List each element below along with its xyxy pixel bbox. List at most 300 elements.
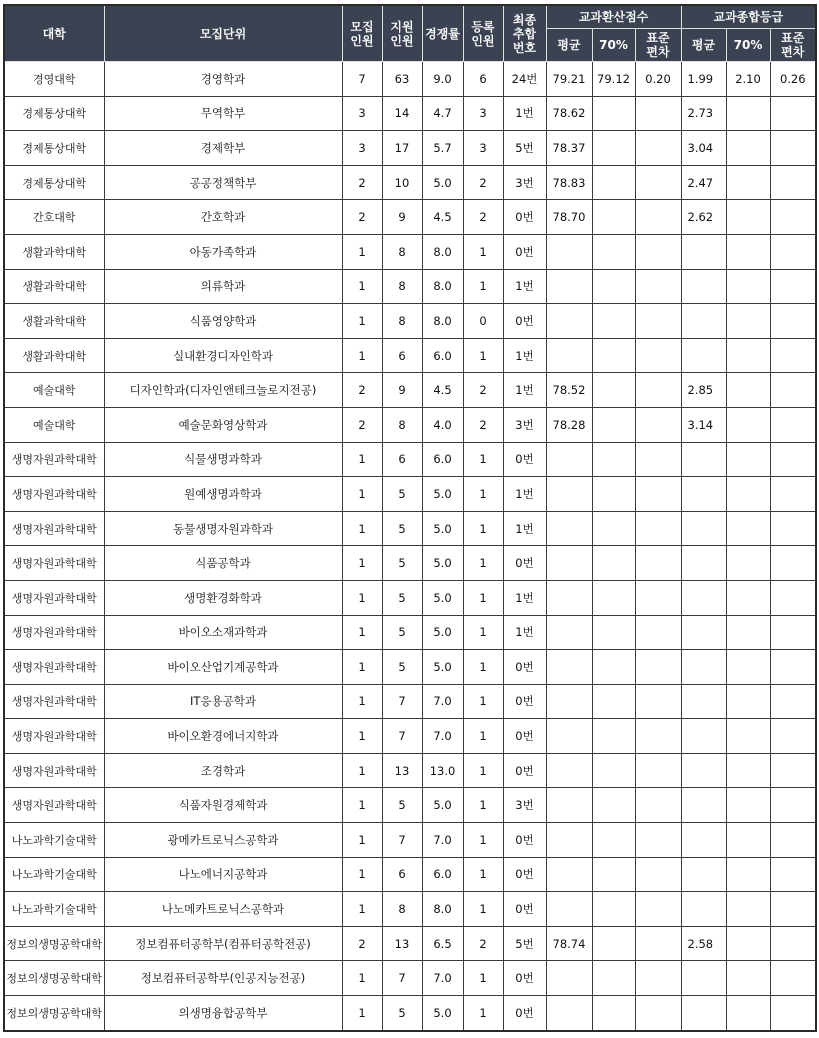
cell-grade-stdev	[770, 823, 816, 858]
cell-applicants: 7	[382, 823, 422, 858]
header-enrolled: 등록 인원	[463, 5, 503, 62]
cell-applicants: 5	[382, 546, 422, 581]
cell-enrolled: 1	[463, 857, 503, 892]
cell-unit: 실내환경디자인학과	[104, 338, 342, 373]
cell-grade-stdev	[770, 407, 816, 442]
cell-grade-stdev	[770, 857, 816, 892]
cell-subject-avg	[546, 719, 592, 754]
cell-college: 생명자원과학대학	[4, 650, 104, 685]
cell-enrolled: 3	[463, 96, 503, 131]
cell-subject-avg: 78.74	[546, 926, 592, 961]
cell-grade-avg	[681, 650, 726, 685]
cell-quota: 1	[342, 234, 382, 269]
header-subject-stdev: 표준 편차	[635, 29, 681, 62]
cell-last-number: 1번	[503, 511, 546, 546]
cell-enrolled: 1	[463, 788, 503, 823]
cell-college: 나노과학기술대학	[4, 857, 104, 892]
table-row	[4, 477, 816, 512]
cell-grade-stdev	[770, 580, 816, 615]
cell-quota: 7	[342, 62, 382, 97]
cell-grade-70	[726, 580, 770, 615]
cell-college: 생명자원과학대학	[4, 684, 104, 719]
cell-subject-70	[592, 338, 635, 373]
cell-ratio: 6.5	[422, 926, 463, 961]
cell-college: 생활과학대학	[4, 234, 104, 269]
cell-grade-avg: 2.47	[681, 165, 726, 200]
cell-grade-70	[726, 961, 770, 996]
table-row	[4, 269, 816, 304]
cell-applicants: 8	[382, 304, 422, 339]
table-row	[4, 338, 816, 373]
cell-quota: 1	[342, 823, 382, 858]
header-comprehensive-group: 교과종합등급	[681, 5, 816, 29]
cell-subject-stdev	[635, 753, 681, 788]
cell-grade-stdev	[770, 961, 816, 996]
cell-ratio: 6.0	[422, 338, 463, 373]
cell-grade-70	[726, 684, 770, 719]
cell-unit: 조경학과	[104, 753, 342, 788]
cell-ratio: 9.0	[422, 62, 463, 97]
cell-grade-avg	[681, 338, 726, 373]
cell-grade-stdev	[770, 234, 816, 269]
cell-subject-avg	[546, 857, 592, 892]
cell-quota: 1	[342, 650, 382, 685]
cell-enrolled: 1	[463, 269, 503, 304]
table-row	[4, 823, 816, 858]
cell-subject-70	[592, 961, 635, 996]
cell-quota: 1	[342, 892, 382, 927]
cell-quota: 1	[342, 511, 382, 546]
cell-subject-avg: 78.70	[546, 200, 592, 235]
table-row	[4, 926, 816, 961]
cell-last-number: 1번	[503, 338, 546, 373]
cell-enrolled: 2	[463, 165, 503, 200]
cell-ratio: 4.5	[422, 200, 463, 235]
cell-ratio: 5.0	[422, 546, 463, 581]
cell-ratio: 8.0	[422, 304, 463, 339]
cell-grade-avg	[681, 615, 726, 650]
cell-subject-avg	[546, 892, 592, 927]
cell-grade-avg	[681, 823, 726, 858]
cell-subject-stdev	[635, 719, 681, 754]
cell-grade-avg	[681, 719, 726, 754]
cell-subject-avg: 78.28	[546, 407, 592, 442]
cell-last-number: 0번	[503, 823, 546, 858]
header-ratio: 경쟁률	[422, 5, 463, 62]
cell-applicants: 6	[382, 442, 422, 477]
cell-ratio: 5.7	[422, 131, 463, 166]
cell-subject-70	[592, 615, 635, 650]
cell-subject-stdev	[635, 511, 681, 546]
cell-ratio: 8.0	[422, 234, 463, 269]
cell-unit: 동물생명자원과학과	[104, 511, 342, 546]
cell-last-number: 3번	[503, 165, 546, 200]
table-row	[4, 580, 816, 615]
table-row	[4, 511, 816, 546]
cell-applicants: 17	[382, 131, 422, 166]
cell-unit: 예술문화영상학과	[104, 407, 342, 442]
cell-grade-stdev	[770, 684, 816, 719]
cell-last-number: 0번	[503, 684, 546, 719]
cell-enrolled: 3	[463, 131, 503, 166]
cell-subject-70	[592, 131, 635, 166]
cell-grade-stdev: 0.26	[770, 62, 816, 97]
cell-unit: 경제학부	[104, 131, 342, 166]
cell-subject-avg	[546, 961, 592, 996]
cell-subject-70	[592, 546, 635, 581]
cell-subject-70	[592, 477, 635, 512]
cell-unit: 원예생명과학과	[104, 477, 342, 512]
cell-applicants: 5	[382, 615, 422, 650]
cell-subject-stdev	[635, 304, 681, 339]
cell-enrolled: 1	[463, 892, 503, 927]
cell-subject-70	[592, 234, 635, 269]
cell-quota: 2	[342, 926, 382, 961]
cell-ratio: 7.0	[422, 684, 463, 719]
cell-enrolled: 1	[463, 961, 503, 996]
cell-last-number: 5번	[503, 131, 546, 166]
cell-last-number: 0번	[503, 546, 546, 581]
cell-applicants: 7	[382, 719, 422, 754]
cell-applicants: 8	[382, 407, 422, 442]
cell-enrolled: 1	[463, 477, 503, 512]
cell-subject-70	[592, 269, 635, 304]
cell-applicants: 5	[382, 477, 422, 512]
cell-quota: 1	[342, 442, 382, 477]
cell-subject-stdev	[635, 892, 681, 927]
cell-college: 정보의생명공학대학	[4, 926, 104, 961]
cell-enrolled: 1	[463, 684, 503, 719]
cell-quota: 3	[342, 96, 382, 131]
cell-subject-70	[592, 753, 635, 788]
table-row	[4, 62, 816, 97]
table-row	[4, 407, 816, 442]
cell-subject-stdev	[635, 442, 681, 477]
cell-subject-70	[592, 165, 635, 200]
cell-college: 예술대학	[4, 373, 104, 408]
cell-enrolled: 6	[463, 62, 503, 97]
table-row	[4, 304, 816, 339]
header-college: 대학	[4, 5, 104, 62]
cell-ratio: 7.0	[422, 719, 463, 754]
cell-last-number: 0번	[503, 200, 546, 235]
header-subject-score-group: 교과환산점수	[546, 5, 681, 29]
cell-subject-70: 79.12	[592, 62, 635, 97]
cell-enrolled: 2	[463, 373, 503, 408]
cell-subject-avg	[546, 650, 592, 685]
cell-grade-70	[726, 407, 770, 442]
cell-grade-70	[726, 442, 770, 477]
cell-subject-stdev	[635, 788, 681, 823]
cell-subject-70	[592, 684, 635, 719]
cell-last-number: 3번	[503, 788, 546, 823]
cell-enrolled: 2	[463, 926, 503, 961]
cell-subject-avg	[546, 788, 592, 823]
cell-grade-70	[726, 753, 770, 788]
cell-grade-stdev	[770, 200, 816, 235]
cell-ratio: 7.0	[422, 823, 463, 858]
header-subject-avg: 평균	[546, 29, 592, 62]
cell-enrolled: 1	[463, 338, 503, 373]
cell-enrolled: 1	[463, 615, 503, 650]
cell-last-number: 5번	[503, 926, 546, 961]
header-grade-stdev: 표준 편차	[770, 29, 816, 62]
header-quota: 모집 인원	[342, 5, 382, 62]
cell-grade-70	[726, 996, 770, 1031]
cell-quota: 3	[342, 131, 382, 166]
cell-quota: 1	[342, 338, 382, 373]
cell-applicants: 8	[382, 269, 422, 304]
cell-subject-stdev	[635, 650, 681, 685]
cell-subject-stdev	[635, 580, 681, 615]
cell-grade-stdev	[770, 650, 816, 685]
cell-unit: 광메카트로닉스공학과	[104, 823, 342, 858]
cell-applicants: 6	[382, 857, 422, 892]
cell-college: 생명자원과학대학	[4, 753, 104, 788]
cell-grade-stdev	[770, 131, 816, 166]
table-row	[4, 546, 816, 581]
cell-unit: 바이오환경에너지학과	[104, 719, 342, 754]
cell-grade-avg	[681, 269, 726, 304]
cell-grade-avg: 2.62	[681, 200, 726, 235]
cell-grade-avg	[681, 684, 726, 719]
cell-ratio: 4.5	[422, 373, 463, 408]
cell-grade-avg	[681, 234, 726, 269]
cell-quota: 1	[342, 615, 382, 650]
cell-grade-avg	[681, 511, 726, 546]
cell-unit: 바이오산업기계공학과	[104, 650, 342, 685]
cell-last-number: 0번	[503, 719, 546, 754]
cell-ratio: 5.0	[422, 165, 463, 200]
cell-college: 경제통상대학	[4, 165, 104, 200]
cell-college: 간호대학	[4, 200, 104, 235]
table-row	[4, 857, 816, 892]
cell-applicants: 5	[382, 511, 422, 546]
cell-college: 나노과학기술대학	[4, 892, 104, 927]
cell-subject-stdev	[635, 615, 681, 650]
cell-grade-avg	[681, 580, 726, 615]
cell-ratio: 8.0	[422, 892, 463, 927]
cell-subject-stdev	[635, 269, 681, 304]
cell-subject-avg: 78.52	[546, 373, 592, 408]
cell-subject-70	[592, 442, 635, 477]
cell-grade-stdev	[770, 442, 816, 477]
cell-grade-70	[726, 338, 770, 373]
cell-subject-avg	[546, 753, 592, 788]
table-row	[4, 684, 816, 719]
cell-quota: 1	[342, 269, 382, 304]
cell-unit: 경영학과	[104, 62, 342, 97]
cell-college: 생명자원과학대학	[4, 615, 104, 650]
cell-subject-avg	[546, 996, 592, 1031]
table-row	[4, 719, 816, 754]
cell-unit: 아동가족학과	[104, 234, 342, 269]
admissions-results-table	[3, 4, 817, 1032]
cell-subject-stdev	[635, 96, 681, 131]
cell-quota: 2	[342, 200, 382, 235]
cell-unit: 바이오소재과학과	[104, 615, 342, 650]
cell-last-number: 0번	[503, 304, 546, 339]
cell-grade-avg	[681, 442, 726, 477]
cell-quota: 2	[342, 373, 382, 408]
table-row	[4, 234, 816, 269]
cell-grade-stdev	[770, 892, 816, 927]
cell-grade-avg: 1.99	[681, 62, 726, 97]
cell-applicants: 13	[382, 926, 422, 961]
cell-enrolled: 1	[463, 234, 503, 269]
cell-applicants: 14	[382, 96, 422, 131]
cell-grade-stdev	[770, 926, 816, 961]
cell-subject-70	[592, 304, 635, 339]
table-row	[4, 996, 816, 1031]
cell-enrolled: 1	[463, 823, 503, 858]
cell-grade-stdev	[770, 719, 816, 754]
cell-subject-stdev	[635, 477, 681, 512]
cell-unit: 식물생명과학과	[104, 442, 342, 477]
cell-college: 생명자원과학대학	[4, 546, 104, 581]
table-row	[4, 753, 816, 788]
cell-enrolled: 1	[463, 996, 503, 1031]
cell-grade-70	[726, 546, 770, 581]
cell-applicants: 5	[382, 650, 422, 685]
cell-last-number: 1번	[503, 615, 546, 650]
cell-grade-70	[726, 719, 770, 754]
cell-applicants: 8	[382, 234, 422, 269]
cell-grade-stdev	[770, 96, 816, 131]
cell-subject-avg	[546, 269, 592, 304]
cell-grade-70	[726, 926, 770, 961]
header-applicants: 지원 인원	[382, 5, 422, 62]
cell-grade-70: 2.10	[726, 62, 770, 97]
cell-applicants: 5	[382, 788, 422, 823]
cell-grade-70	[726, 615, 770, 650]
cell-last-number: 1번	[503, 580, 546, 615]
cell-enrolled: 1	[463, 580, 503, 615]
cell-last-number: 1번	[503, 373, 546, 408]
cell-subject-avg	[546, 304, 592, 339]
cell-subject-70	[592, 96, 635, 131]
cell-unit: 공공정책학부	[104, 165, 342, 200]
cell-subject-avg: 78.37	[546, 131, 592, 166]
cell-applicants: 9	[382, 200, 422, 235]
cell-grade-stdev	[770, 338, 816, 373]
cell-grade-stdev	[770, 788, 816, 823]
cell-subject-stdev	[635, 234, 681, 269]
cell-grade-stdev	[770, 511, 816, 546]
cell-ratio: 6.0	[422, 857, 463, 892]
cell-ratio: 13.0	[422, 753, 463, 788]
cell-subject-stdev	[635, 338, 681, 373]
header-last-number: 최종 추합 번호	[503, 5, 546, 62]
cell-subject-avg	[546, 684, 592, 719]
cell-ratio: 8.0	[422, 269, 463, 304]
cell-grade-stdev	[770, 753, 816, 788]
cell-last-number: 3번	[503, 407, 546, 442]
cell-subject-avg	[546, 546, 592, 581]
cell-quota: 1	[342, 684, 382, 719]
cell-grade-70	[726, 857, 770, 892]
cell-unit: 무역학부	[104, 96, 342, 131]
table-row	[4, 961, 816, 996]
cell-grade-avg	[681, 788, 726, 823]
cell-subject-avg	[546, 580, 592, 615]
cell-unit: 나노에너지공학과	[104, 857, 342, 892]
cell-subject-avg	[546, 338, 592, 373]
cell-quota: 1	[342, 580, 382, 615]
header-grade-70: 70%	[726, 29, 770, 62]
cell-grade-70	[726, 96, 770, 131]
cell-subject-stdev	[635, 823, 681, 858]
cell-college: 생활과학대학	[4, 269, 104, 304]
cell-ratio: 4.7	[422, 96, 463, 131]
cell-subject-avg	[546, 511, 592, 546]
cell-quota: 1	[342, 477, 382, 512]
table-row	[4, 96, 816, 131]
cell-subject-avg	[546, 477, 592, 512]
cell-unit: 식품자원경제학과	[104, 788, 342, 823]
cell-last-number: 0번	[503, 961, 546, 996]
table-row	[4, 200, 816, 235]
cell-unit: 간호학과	[104, 200, 342, 235]
cell-grade-stdev	[770, 269, 816, 304]
cell-subject-stdev	[635, 407, 681, 442]
header-grade-avg: 평균	[681, 29, 726, 62]
cell-subject-stdev	[635, 857, 681, 892]
cell-unit: 의류학과	[104, 269, 342, 304]
table-row	[4, 165, 816, 200]
cell-ratio: 5.0	[422, 580, 463, 615]
table-row	[4, 788, 816, 823]
cell-quota: 1	[342, 304, 382, 339]
cell-subject-avg	[546, 234, 592, 269]
cell-last-number: 0번	[503, 892, 546, 927]
cell-unit: 나노메카트로닉스공학과	[104, 892, 342, 927]
cell-last-number: 1번	[503, 96, 546, 131]
cell-grade-70	[726, 165, 770, 200]
cell-college: 생명자원과학대학	[4, 788, 104, 823]
cell-last-number: 1번	[503, 269, 546, 304]
cell-ratio: 5.0	[422, 477, 463, 512]
cell-college: 정보의생명공학대학	[4, 961, 104, 996]
cell-quota: 1	[342, 753, 382, 788]
cell-last-number: 0번	[503, 996, 546, 1031]
cell-quota: 1	[342, 961, 382, 996]
cell-college: 생활과학대학	[4, 338, 104, 373]
cell-quota: 2	[342, 407, 382, 442]
table-header	[4, 5, 816, 62]
cell-applicants: 7	[382, 684, 422, 719]
header-unit: 모집단위	[104, 5, 342, 62]
cell-applicants: 6	[382, 338, 422, 373]
cell-grade-avg: 3.14	[681, 407, 726, 442]
cell-college: 경제통상대학	[4, 131, 104, 166]
table-row	[4, 131, 816, 166]
table-row	[4, 615, 816, 650]
cell-ratio: 6.0	[422, 442, 463, 477]
cell-subject-70	[592, 926, 635, 961]
cell-applicants: 63	[382, 62, 422, 97]
cell-subject-stdev	[635, 373, 681, 408]
table-row	[4, 650, 816, 685]
cell-grade-70	[726, 823, 770, 858]
cell-subject-70	[592, 857, 635, 892]
cell-unit: 식품공학과	[104, 546, 342, 581]
cell-subject-70	[592, 823, 635, 858]
cell-grade-70	[726, 477, 770, 512]
cell-subject-70	[592, 788, 635, 823]
cell-subject-avg: 78.62	[546, 96, 592, 131]
cell-last-number: 0번	[503, 753, 546, 788]
